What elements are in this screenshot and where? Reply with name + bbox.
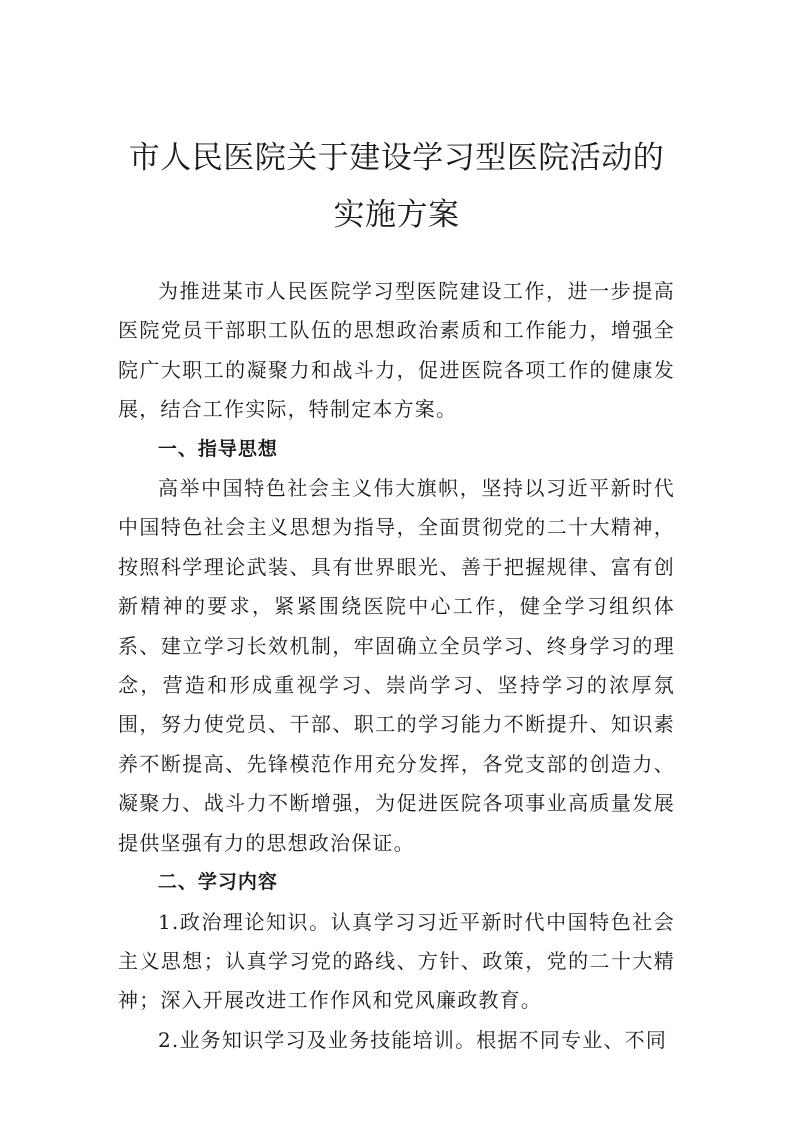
document-title: 市人民医院关于建设学习型医院活动的实施方案 — [128, 140, 665, 233]
document-body — [118, 272, 675, 1060]
section-heading-learning-content: 二、学习内容 — [157, 871, 278, 894]
section-heading-guiding-thought: 一、指导思想 — [157, 437, 278, 460]
guiding-thought-paragraph: 高举中国特色社会主义伟大旗帜，坚持以习近平新时代中国特色社会主义思想为指导，全面贯彻党的二十大精神，按照科学理论武装、具有世界眼光、善于把握规律、富有创新精神的要求，紧紧围绕医院中心工作，健全学习组织体系、建立学习长效机制，牢固确立全员学习、终身学习的理念，营造和形成重视学习、崇尚学习、坚持学习的浓厚氛围，努力使党员、干部、职工的学习能力不断提升、知识素养不断提高、先锋模范作用充分发挥，各党支部的创造力、凝聚力、战斗力不断增强，为促进医院各项事业高质量发展提供坚强有力的思想政治保证。 — [118, 476, 675, 855]
intro-paragraph: 为推进某市人民医院学习型医院建设工作，进一步提高医院党员干部职工队伍的思想政治素质和工作能力，增强全院广大职工的凝聚力和战斗力，促进医院各项工作的健康发展，结合工作实际，特制定本方案。 — [118, 279, 675, 422]
learning-content-item-1: 1.政治理论知识。认真学习习近平新时代中国特色社会主义思想；认真学习党的路线、方针、政策，党的二十大精神；深入开展改进工作作风和党风廉政教育。 — [118, 909, 675, 1013]
learning-content-item-2: 2.业务知识学习及业务技能培训。根据不同专业、不同 — [158, 1027, 668, 1052]
